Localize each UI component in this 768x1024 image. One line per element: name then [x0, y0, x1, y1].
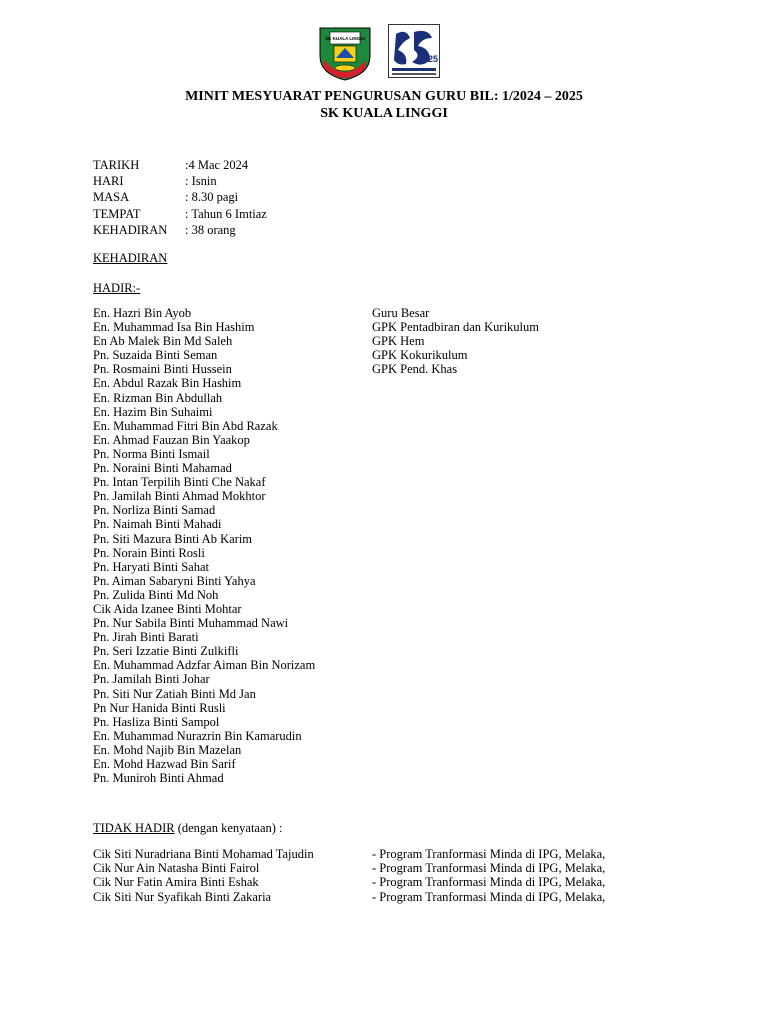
attendee-row [93, 687, 315, 701]
attendee-row [93, 560, 315, 574]
attendee-name: Cik Aida Izanee Binti Mohtar [93, 601, 242, 616]
attendee-role: Guru Besar [372, 306, 430, 320]
attendee-name: Pn. Rosmaini Binti Hussein [93, 362, 232, 377]
school-name: SK KUALA LINGGI [320, 106, 448, 121]
attendee-name: Pn. Jamilah Binti Johar [93, 672, 210, 687]
absentee-row [93, 847, 606, 861]
attendee-row [93, 546, 315, 560]
anniversary-logo [388, 24, 440, 78]
attendee-row [93, 757, 315, 771]
absentee-reason: - Program Tranformasi Minda di IPG, Melaka, [372, 861, 606, 876]
attendee-role: GPK Hem [372, 334, 425, 349]
absentee-row [93, 875, 606, 890]
attendance-heading: KEHADIRAN [93, 251, 168, 265]
attendee-row [93, 658, 315, 672]
attendee-row [93, 630, 315, 644]
attendee-name: Pn. Intan Terpilih Binti Che Nakaf [93, 475, 266, 490]
attendee-name: En. Hazim Bin Suhaimi [93, 404, 213, 419]
attendee-name: Pn. Hasliza Binti Sampol [93, 714, 220, 729]
info-value: : 38 orang [185, 222, 236, 237]
attendee-name: Pn. Jirah Binti Barati [93, 630, 199, 645]
attendee-row [93, 616, 315, 630]
attendee-row [93, 743, 315, 757]
attendee-name: Pn. Noraini Binti Mahamad [93, 461, 232, 476]
attendee-row [93, 461, 315, 475]
attendee-row [93, 602, 315, 616]
attendee-name: En. Muhammad Nurazrin Bin Kamarudin [93, 728, 302, 743]
attendee-name: Pn Nur Hanida Binti Rusli [93, 700, 226, 715]
absentee-row [93, 889, 606, 904]
info-key: TEMPAT [93, 206, 141, 221]
attendee-row [93, 701, 315, 715]
info-key: MASA [93, 190, 130, 205]
attendee-name: En. Muhammad Isa Bin Hashim [93, 320, 255, 335]
info-value: : 8.30 pagi [185, 190, 239, 205]
attendee-name: En. Mohd Najib Bin Mazelan [93, 742, 242, 757]
info-value: : Isnin [185, 174, 217, 189]
attendee-name: Pn. Zulida Binti Md Noh [93, 587, 219, 602]
attendee-row [93, 644, 315, 658]
info-row-attendance [93, 222, 267, 238]
present-heading: HADIR:- [93, 281, 141, 295]
attendee-name: En Ab Malek Bin Md Saleh [93, 334, 233, 349]
attendee-row [93, 489, 315, 503]
attendee-name: Pn. Siti Mazura Binti Ab Karim [93, 531, 253, 546]
absentee-name: Cik Nur Ain Natasha Binti Fairol [93, 861, 260, 876]
attendee-row [93, 447, 315, 461]
attendee-name: Pn. Haryati Binti Sahat [93, 559, 209, 574]
attendee-row [93, 588, 315, 602]
attendee-name: Pn. Norain Binti Rosli [93, 545, 205, 560]
attendee-row [93, 320, 539, 335]
attendee-row [93, 517, 315, 531]
crest-text: SK KUALA LINGGI [325, 36, 365, 41]
school-crest-logo [316, 22, 374, 82]
attendee-role: GPK Pentadbiran dan Kurikulum [372, 320, 539, 335]
info-row-place [93, 206, 267, 222]
info-key: KEHADIRAN [93, 222, 168, 237]
attendee-name: Pn. Nur Sabila Binti Muhammad Nawi [93, 616, 289, 631]
absent-list [93, 847, 606, 904]
attendee-row [93, 362, 458, 377]
attendee-name: En. Muhammad Fitri Bin Abd Razak [93, 418, 278, 433]
attendee-name: Pn. Jamilah Binti Ahmad Mokhtor [93, 489, 266, 504]
attendee-name: Pn. Seri Izzatie Binti Zulkifli [93, 644, 239, 659]
absentee-name: Cik Nur Fatin Amira Binti Eshak [93, 875, 259, 890]
attendee-row [93, 771, 315, 785]
absent-heading: TIDAK HADIR [93, 821, 175, 835]
attendee-row [93, 334, 425, 349]
attendee-name: Pn. Suzaida Binti Seman [93, 348, 218, 363]
attendee-name: Pn. Aiman Sabaryni Binti Yahya [93, 573, 256, 588]
attendee-name: Pn. Siti Nur Zatiah Binti Md Jan [93, 686, 256, 701]
absentee-reason: - Program Tranformasi Minda di IPG, Melaka, [372, 889, 606, 904]
logo-group [316, 22, 446, 82]
attendee-row [93, 306, 430, 320]
info-row-time [93, 189, 267, 205]
attendee-row [93, 574, 315, 588]
attendee-row [93, 376, 315, 390]
absentee-name: Cik Siti Nuradriana Binti Mohamad Tajudin [93, 847, 314, 861]
info-value: : Tahun 6 Imtiaz [185, 206, 267, 221]
attendee-row [93, 348, 468, 363]
present-list [93, 306, 539, 786]
attendee-row [93, 391, 315, 405]
attendee-name: Pn. Norliza Binti Samad [93, 503, 216, 518]
absentee-reason: - Program Tranformasi Minda di IPG, Melaka, [372, 875, 606, 890]
attendee-name: Pn. Norma Binti Ismail [93, 446, 210, 461]
attendee-row [93, 672, 315, 686]
attendee-row [93, 532, 315, 546]
attendee-name: En. Rizman Bin Abdullah [93, 390, 223, 405]
attendee-role: GPK Pend. Khas [372, 362, 458, 377]
info-row-day [93, 173, 267, 189]
attendee-name: En. Abdul Razak Bin Hashim [93, 376, 242, 391]
info-row-date [93, 157, 267, 173]
attendee-row [93, 433, 315, 447]
attendee-row [93, 405, 315, 419]
meeting-info [93, 157, 267, 238]
absent-heading-line [93, 820, 283, 836]
absent-heading-note: (dengan kenyataan) : [174, 821, 283, 835]
info-key: HARI [93, 174, 124, 189]
absentee-row [93, 861, 606, 876]
attendee-name: En. Mohd Hazwad Bin Sarif [93, 757, 236, 771]
absentee-name: Cik Siti Nur Syafikah Binti Zakaria [93, 889, 272, 904]
attendee-row [93, 715, 315, 729]
attendee-row [93, 729, 315, 743]
attendee-name: En. Muhammad Adzfar Aiman Bin Norizam [93, 658, 316, 673]
attendee-role: GPK Kokurikulum [372, 348, 468, 363]
attendee-name: Pn. Naimah Binti Mahadi [93, 517, 222, 532]
attendee-name: En. Ahmad Fauzan Bin Yaakop [93, 432, 250, 447]
attendee-row [93, 419, 315, 433]
document-title: MINIT MESYUARAT PENGURUSAN GURU BIL: 1/2024 – 2025 [185, 89, 583, 104]
anniversary-number: 25 [428, 54, 439, 64]
attendee-name: Pn. Muniroh Binti Ahmad [93, 771, 224, 786]
attendee-row [93, 475, 315, 489]
info-key: TARIKH [93, 158, 140, 172]
absentee-reason: - Program Tranformasi Minda di IPG, Melaka, [372, 847, 606, 861]
attendee-name: En. Hazri Bin Ayob [93, 306, 192, 320]
info-value: :4 Mac 2024 [185, 158, 249, 172]
attendee-row [93, 503, 315, 517]
